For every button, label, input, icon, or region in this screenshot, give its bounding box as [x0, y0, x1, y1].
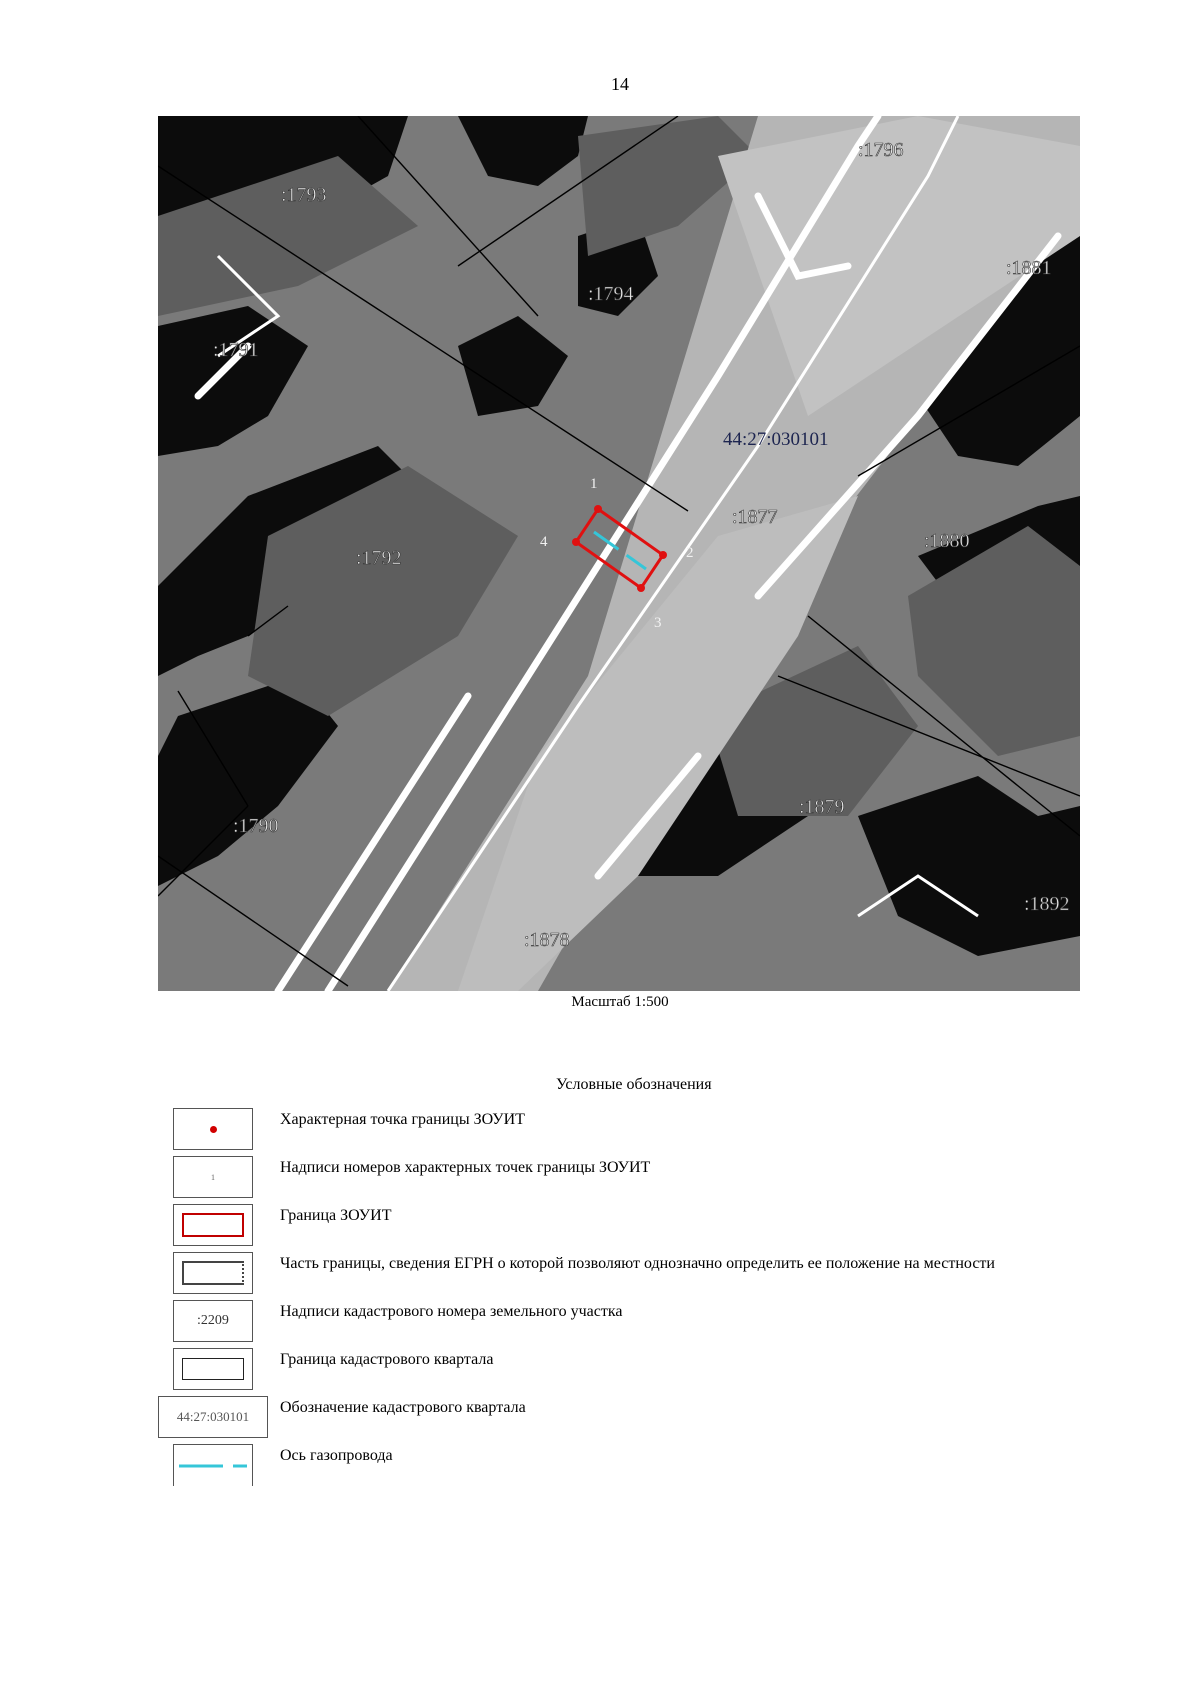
legend-swatch	[158, 1396, 268, 1438]
legend-text: Ось газопровода	[280, 1447, 393, 1464]
legend-text: Граница ЗОУИТ	[280, 1207, 392, 1224]
legend-item-quarter-boundary	[158, 1348, 1078, 1396]
legend-swatch	[173, 1348, 253, 1390]
parcel-label-1790: :1790	[233, 815, 279, 837]
parcel-label-1791: :1791	[213, 339, 259, 361]
legend-text: Надписи кадастрового номера земельного участка	[280, 1303, 623, 1320]
legend-item-quarter-label	[158, 1396, 1078, 1444]
legend-text: Граница кадастрового квартала	[280, 1351, 494, 1368]
dashed-cyan-line-icon	[175, 1461, 251, 1471]
zouit-point-4	[572, 538, 580, 546]
page-number: 14	[611, 74, 629, 94]
parcel-label-1881: :1881	[1006, 257, 1052, 279]
legend-sample: 1	[211, 1172, 215, 1182]
point-label-4: 4	[540, 534, 548, 550]
legend-sample: 44:27:030101	[176, 1409, 250, 1424]
legend-title: Условные обозначения	[556, 1076, 712, 1093]
legend-swatch	[173, 1444, 253, 1486]
point-label-1: 1	[590, 476, 598, 492]
legend-swatch	[173, 1204, 253, 1246]
legend-swatch	[173, 1156, 253, 1198]
parcel-label-1794: :1794	[588, 283, 634, 305]
point-label-3: 3	[654, 615, 662, 631]
parcel-label-1878: :1878	[524, 929, 570, 951]
parcel-label-1793: :1793	[281, 184, 327, 206]
parcel-label-1796: :1796	[858, 139, 904, 161]
legend-swatch	[173, 1108, 253, 1150]
legend-text: Надписи номеров характерных точек границы ЗОУИТ	[280, 1159, 651, 1176]
legend-sample: :2209	[197, 1313, 229, 1328]
parcel-label-1892: :1892	[1024, 893, 1070, 915]
point-label-2: 2	[686, 545, 694, 561]
legend-text: Часть границы, сведения ЕГРН о которой позволяют однозначно определить ее положение на местности	[280, 1255, 995, 1272]
legend-item-parcel-number	[158, 1300, 1078, 1348]
gray-rectangle-icon	[182, 1261, 244, 1285]
legend-item-zouit-point	[158, 1108, 1078, 1156]
cadastral-map	[158, 116, 1080, 991]
legend-item-gas-axis	[158, 1444, 1078, 1492]
legend-swatch	[173, 1300, 253, 1342]
black-rectangle-icon	[182, 1358, 244, 1380]
parcel-label-1879: :1879	[799, 796, 845, 818]
scale-caption: Масштаб 1:500	[571, 994, 669, 1010]
red-rectangle-icon	[182, 1213, 244, 1237]
legend-item-egrn-boundary-part	[158, 1252, 1078, 1300]
parcel-label-1792: :1792	[356, 547, 402, 569]
parcel-label-1880: :1880	[924, 530, 970, 552]
legend-item-zouit-boundary	[158, 1204, 1078, 1252]
quarter-label: 44:27:030101	[723, 429, 829, 450]
legend-swatch	[173, 1252, 253, 1294]
zouit-point-1	[594, 505, 602, 513]
red-dot-icon	[210, 1126, 217, 1133]
legend-item-point-labels	[158, 1156, 1078, 1204]
legend-text: Характерная точка границы ЗОУИТ	[280, 1111, 525, 1128]
zouit-point-3	[637, 584, 645, 592]
parcel-label-1877: :1877	[732, 506, 778, 528]
legend-text: Обозначение кадастрового квартала	[280, 1399, 526, 1416]
zouit-point-2	[659, 551, 667, 559]
